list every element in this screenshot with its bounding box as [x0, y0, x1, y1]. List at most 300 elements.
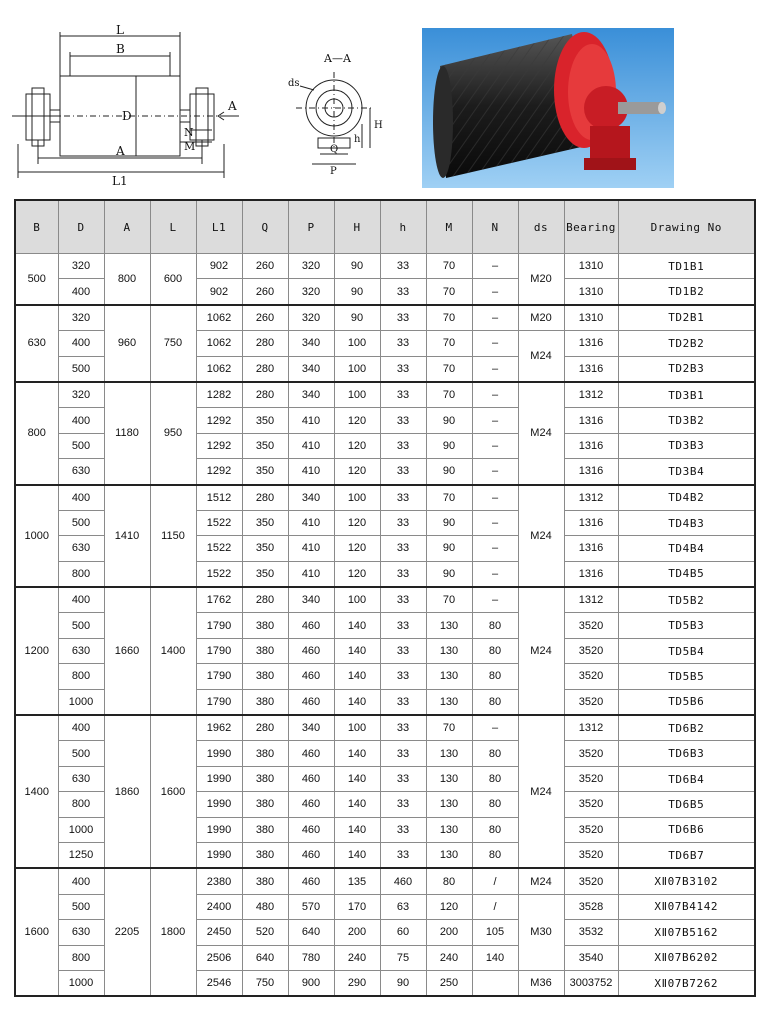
cell-A: 2205 — [104, 868, 150, 996]
pulley-dimension-drawing — [12, 24, 414, 186]
cell-value: 33 — [380, 842, 426, 868]
cell-drawing-no: TD3B2 — [618, 408, 755, 433]
cell-bearing: 3520 — [564, 842, 618, 868]
cell-bearing: 1316 — [564, 356, 618, 382]
cell-value: 60 — [380, 920, 426, 945]
cell-L: 1150 — [150, 485, 196, 588]
cell-value: 380 — [242, 792, 288, 817]
cell-B: 1000 — [15, 485, 58, 588]
cell-ds: M24 — [518, 868, 564, 894]
column-header: M — [426, 200, 472, 254]
cell-value: 33 — [380, 664, 426, 689]
cell-D: 800 — [58, 561, 104, 587]
column-header: h — [380, 200, 426, 254]
cell-value: 135 — [334, 868, 380, 894]
cell-value: 90 — [426, 510, 472, 535]
cell-value: 90 — [426, 433, 472, 458]
cell-value: 260 — [242, 279, 288, 305]
cell-value: 640 — [242, 945, 288, 970]
cell-B: 630 — [15, 305, 58, 382]
cell-bearing: 3528 — [564, 894, 618, 919]
cell-value: 1990 — [196, 817, 242, 842]
cell-drawing-no: TD6B5 — [618, 792, 755, 817]
cell-value: 780 — [288, 945, 334, 970]
table-row — [15, 715, 755, 741]
cell-value: 33 — [380, 510, 426, 535]
column-header: D — [58, 200, 104, 254]
cell-value: 33 — [380, 433, 426, 458]
table-row — [15, 382, 755, 408]
cell-D: 500 — [58, 741, 104, 766]
cell-value: 90 — [334, 279, 380, 305]
cell-value: – — [472, 305, 518, 331]
dim-label-M: M — [184, 140, 196, 153]
cell-value: 460 — [288, 741, 334, 766]
cell-value: 33 — [380, 741, 426, 766]
cell-drawing-no: TD6B6 — [618, 817, 755, 842]
cell-drawing-no: TD6B4 — [618, 766, 755, 791]
cell-value: 280 — [242, 587, 288, 613]
cell-value: 90 — [426, 408, 472, 433]
cell-value: 280 — [242, 356, 288, 382]
cell-value: 130 — [426, 817, 472, 842]
cell-bearing: 3520 — [564, 689, 618, 715]
cell-value: 1990 — [196, 792, 242, 817]
cell-bearing: 3003752 — [564, 970, 618, 996]
dim-label-N: N — [184, 126, 194, 139]
table-row — [15, 868, 755, 894]
cell-value: – — [472, 433, 518, 458]
cell-value: / — [472, 894, 518, 919]
cell-value: 320 — [288, 279, 334, 305]
cell-value: 350 — [242, 536, 288, 561]
cell-value: 380 — [242, 766, 288, 791]
cell-bearing: 1316 — [564, 408, 618, 433]
cell-value: 70 — [426, 331, 472, 356]
cell-value: 70 — [426, 305, 472, 331]
cell-bearing: 3520 — [564, 613, 618, 638]
cell-value: 1762 — [196, 587, 242, 613]
cell-value: 2400 — [196, 894, 242, 919]
cell-L: 600 — [150, 254, 196, 305]
cell-value: 260 — [242, 305, 288, 331]
cell-value: 350 — [242, 433, 288, 458]
cell-D: 400 — [58, 715, 104, 741]
cell-value: 140 — [472, 945, 518, 970]
cell-value: 140 — [334, 792, 380, 817]
cell-value: 570 — [288, 894, 334, 919]
cell-value: 460 — [288, 792, 334, 817]
cell-D: 630 — [58, 459, 104, 485]
cell-drawing-no: TD3B1 — [618, 382, 755, 408]
cell-value: 200 — [426, 920, 472, 945]
cell-value: – — [472, 459, 518, 485]
cell-drawing-no: XⅡ07B3102 — [618, 868, 755, 894]
cell-value: 33 — [380, 587, 426, 613]
cell-D: 800 — [58, 792, 104, 817]
column-header: Drawing No — [618, 200, 755, 254]
cell-value: 120 — [334, 433, 380, 458]
cell-value: 130 — [426, 766, 472, 791]
column-header: L — [150, 200, 196, 254]
dim-label-ds: ds — [288, 78, 300, 89]
cell-value: 80 — [472, 766, 518, 791]
cell-value: 520 — [242, 920, 288, 945]
cell-value: 1292 — [196, 408, 242, 433]
cell-drawing-no: TD4B3 — [618, 510, 755, 535]
cell-value: 350 — [242, 561, 288, 587]
cell-value: 80 — [472, 689, 518, 715]
cell-drawing-no: TD5B3 — [618, 613, 755, 638]
cell-value: 250 — [426, 970, 472, 996]
cell-value: 1790 — [196, 613, 242, 638]
cell-A: 1410 — [104, 485, 150, 588]
cell-value: 90 — [426, 459, 472, 485]
cell-bearing: 1310 — [564, 254, 618, 279]
arrow-label-A: A — [228, 99, 237, 113]
cell-value: – — [472, 561, 518, 587]
cell-drawing-no: TD4B2 — [618, 485, 755, 511]
cell-value: 280 — [242, 485, 288, 511]
cell-B: 800 — [15, 382, 58, 485]
column-header: H — [334, 200, 380, 254]
cell-value: 902 — [196, 279, 242, 305]
cell-drawing-no: TD5B5 — [618, 664, 755, 689]
cell-value: 140 — [334, 842, 380, 868]
cell-D: 500 — [58, 894, 104, 919]
cell-value: 100 — [334, 485, 380, 511]
cell-value: 350 — [242, 459, 288, 485]
cell-value: 380 — [242, 638, 288, 663]
cell-D: 1250 — [58, 842, 104, 868]
cell-value: 380 — [242, 868, 288, 894]
table-row — [15, 305, 755, 331]
pulley-spec-table-wrapper — [14, 199, 754, 997]
cell-bearing: 1316 — [564, 331, 618, 356]
cell-D: 500 — [58, 433, 104, 458]
cell-value: 33 — [380, 382, 426, 408]
cell-value: 460 — [288, 868, 334, 894]
cell-value: 90 — [426, 561, 472, 587]
cell-value: 120 — [334, 408, 380, 433]
cell-A: 1660 — [104, 587, 150, 715]
cell-value: 2546 — [196, 970, 242, 996]
cell-value: 340 — [288, 331, 334, 356]
cell-value: 130 — [426, 613, 472, 638]
cell-value: 80 — [426, 868, 472, 894]
cell-value: 410 — [288, 536, 334, 561]
cell-value: 750 — [242, 970, 288, 996]
dim-label-H: H — [374, 120, 383, 131]
cell-ds: M30 — [518, 894, 564, 970]
cell-D: 630 — [58, 920, 104, 945]
cell-value: 480 — [242, 894, 288, 919]
cell-value: 90 — [334, 305, 380, 331]
cell-drawing-no: TD6B7 — [618, 842, 755, 868]
cell-value: 70 — [426, 356, 472, 382]
cell-value: – — [472, 382, 518, 408]
cell-value: 70 — [426, 587, 472, 613]
cell-bearing: 3520 — [564, 817, 618, 842]
cell-value: 130 — [426, 741, 472, 766]
illustrations — [0, 0, 768, 195]
dim-label-h: h — [354, 134, 361, 145]
cell-value — [472, 970, 518, 996]
cell-value: 280 — [242, 382, 288, 408]
cell-value: – — [472, 510, 518, 535]
cell-bearing: 1316 — [564, 433, 618, 458]
cell-value: 33 — [380, 254, 426, 279]
cell-value: 33 — [380, 408, 426, 433]
cell-L: 1400 — [150, 587, 196, 715]
cell-value: – — [472, 408, 518, 433]
cell-value: 140 — [334, 741, 380, 766]
cell-value: 380 — [242, 741, 288, 766]
cell-value: 2506 — [196, 945, 242, 970]
cell-value: 70 — [426, 279, 472, 305]
cell-D: 500 — [58, 510, 104, 535]
cell-value: 70 — [426, 485, 472, 511]
cell-value: 33 — [380, 766, 426, 791]
cell-value: 320 — [288, 254, 334, 279]
cell-ds: M20 — [518, 305, 564, 331]
cell-value: 2380 — [196, 868, 242, 894]
cell-value: 70 — [426, 715, 472, 741]
cell-value: 130 — [426, 638, 472, 663]
cell-value: 33 — [380, 715, 426, 741]
cell-bearing: 1312 — [564, 382, 618, 408]
cell-D: 400 — [58, 868, 104, 894]
cell-value: 1062 — [196, 331, 242, 356]
cell-value: 260 — [242, 254, 288, 279]
cell-value: – — [472, 536, 518, 561]
column-header: A — [104, 200, 150, 254]
cell-value: 100 — [334, 356, 380, 382]
cell-value: 200 — [334, 920, 380, 945]
cell-value: 340 — [288, 485, 334, 511]
cell-D: 630 — [58, 536, 104, 561]
cell-value: 120 — [426, 894, 472, 919]
cell-D: 320 — [58, 254, 104, 279]
cell-value: 90 — [334, 254, 380, 279]
cell-value: 100 — [334, 331, 380, 356]
cell-A: 960 — [104, 305, 150, 382]
cell-value: 80 — [472, 613, 518, 638]
cell-bearing: 3520 — [564, 868, 618, 894]
cell-D: 400 — [58, 408, 104, 433]
cell-value: 460 — [288, 842, 334, 868]
cell-drawing-no: TD4B5 — [618, 561, 755, 587]
cell-A: 800 — [104, 254, 150, 305]
cell-value: 1292 — [196, 433, 242, 458]
cell-drawing-no: TD4B4 — [618, 536, 755, 561]
cell-value: 1990 — [196, 766, 242, 791]
cell-drawing-no: TD2B1 — [618, 305, 755, 331]
cell-ds: M24 — [518, 715, 564, 868]
dim-label-L1: L1 — [112, 174, 128, 186]
cell-value: 33 — [380, 817, 426, 842]
cell-value: 290 — [334, 970, 380, 996]
cell-value: 80 — [472, 664, 518, 689]
cell-ds: M24 — [518, 331, 564, 382]
cell-value: 130 — [426, 842, 472, 868]
cell-value: 340 — [288, 715, 334, 741]
cell-bearing: 1312 — [564, 587, 618, 613]
cell-value: 1062 — [196, 356, 242, 382]
cell-value: 80 — [472, 741, 518, 766]
cell-drawing-no: XⅡ07B6202 — [618, 945, 755, 970]
cell-value: – — [472, 356, 518, 382]
cell-drawing-no: XⅡ07B4142 — [618, 894, 755, 919]
cell-value: 410 — [288, 561, 334, 587]
cell-value: 33 — [380, 459, 426, 485]
cell-value: 1790 — [196, 664, 242, 689]
column-header: Bearing — [564, 200, 618, 254]
cell-D: 1000 — [58, 817, 104, 842]
column-header: L1 — [196, 200, 242, 254]
cell-D: 400 — [58, 279, 104, 305]
cell-value: 240 — [334, 945, 380, 970]
cell-value: 340 — [288, 356, 334, 382]
cell-bearing: 3540 — [564, 945, 618, 970]
cell-value: 2450 — [196, 920, 242, 945]
dim-label-L: L — [116, 24, 124, 37]
cell-value: 240 — [426, 945, 472, 970]
cell-ds: M20 — [518, 254, 564, 305]
cell-drawing-no: TD1B2 — [618, 279, 755, 305]
cell-value: 380 — [242, 664, 288, 689]
cell-drawing-no: TD5B4 — [618, 638, 755, 663]
cell-value: 1522 — [196, 536, 242, 561]
cell-value: 460 — [288, 638, 334, 663]
cell-D: 400 — [58, 331, 104, 356]
cell-value: 280 — [242, 715, 288, 741]
cell-B: 500 — [15, 254, 58, 305]
cell-B: 1600 — [15, 868, 58, 996]
cell-drawing-no: TD1B1 — [618, 254, 755, 279]
cell-value: 80 — [472, 638, 518, 663]
cell-value: 33 — [380, 536, 426, 561]
column-header: B — [15, 200, 58, 254]
cell-bearing: 1312 — [564, 485, 618, 511]
cell-value: 90 — [380, 970, 426, 996]
cell-value: 33 — [380, 792, 426, 817]
cell-D: 800 — [58, 664, 104, 689]
cell-value: 33 — [380, 485, 426, 511]
cell-value: 380 — [242, 817, 288, 842]
pulley-spec-table — [14, 199, 756, 997]
cell-value: 120 — [334, 459, 380, 485]
cell-bearing: 1316 — [564, 510, 618, 535]
cell-value: 140 — [334, 817, 380, 842]
cell-value: 33 — [380, 331, 426, 356]
cell-value: 170 — [334, 894, 380, 919]
cell-B: 1400 — [15, 715, 58, 868]
cell-value: 1062 — [196, 305, 242, 331]
cell-value: 460 — [380, 868, 426, 894]
cell-drawing-no: TD6B3 — [618, 741, 755, 766]
column-header: Q — [242, 200, 288, 254]
cell-drawing-no: TD5B2 — [618, 587, 755, 613]
cell-value: 410 — [288, 408, 334, 433]
cell-value: – — [472, 279, 518, 305]
cell-value: 1990 — [196, 741, 242, 766]
cell-L: 1800 — [150, 868, 196, 996]
cell-value: 100 — [334, 715, 380, 741]
cell-bearing: 3520 — [564, 664, 618, 689]
cell-value: 460 — [288, 817, 334, 842]
cell-value: 460 — [288, 613, 334, 638]
cell-ds: M36 — [518, 970, 564, 996]
cell-value: 120 — [334, 536, 380, 561]
cell-L: 950 — [150, 382, 196, 485]
cell-value: 80 — [472, 842, 518, 868]
cell-value: 410 — [288, 510, 334, 535]
cell-value: 33 — [380, 279, 426, 305]
cell-value: 380 — [242, 613, 288, 638]
cell-value: 75 — [380, 945, 426, 970]
dim-label-B: B — [116, 42, 125, 56]
cell-value: 120 — [334, 510, 380, 535]
cell-B: 1200 — [15, 587, 58, 715]
cell-drawing-no: XⅡ07B5162 — [618, 920, 755, 945]
cell-value: 1512 — [196, 485, 242, 511]
cell-value: 33 — [380, 356, 426, 382]
cell-value: 280 — [242, 331, 288, 356]
cell-value: 120 — [334, 561, 380, 587]
cell-ds: M24 — [518, 382, 564, 485]
cell-drawing-no: TD3B3 — [618, 433, 755, 458]
dim-label-Q: Q — [330, 144, 339, 155]
cell-value: 350 — [242, 408, 288, 433]
cell-bearing: 1316 — [564, 536, 618, 561]
cell-value: – — [472, 331, 518, 356]
cell-drawing-no: TD6B2 — [618, 715, 755, 741]
cell-ds: M24 — [518, 485, 564, 588]
cell-value: 33 — [380, 638, 426, 663]
cell-value: 1522 — [196, 510, 242, 535]
cell-value: 1990 — [196, 842, 242, 868]
cell-drawing-no: TD2B2 — [618, 331, 755, 356]
cell-D: 320 — [58, 305, 104, 331]
cell-D: 320 — [58, 382, 104, 408]
dim-label-P: P — [330, 166, 337, 177]
table-row — [15, 485, 755, 511]
cell-value: 1292 — [196, 459, 242, 485]
cell-bearing: 3520 — [564, 792, 618, 817]
cell-value: 460 — [288, 664, 334, 689]
cell-value: 140 — [334, 664, 380, 689]
cell-value: 100 — [334, 382, 380, 408]
cell-D: 500 — [58, 613, 104, 638]
cell-drawing-no: TD5B6 — [618, 689, 755, 715]
cell-value: 70 — [426, 254, 472, 279]
cell-value: 640 — [288, 920, 334, 945]
column-header: N — [472, 200, 518, 254]
dim-label-D: D — [122, 109, 132, 123]
cell-D: 1000 — [58, 689, 104, 715]
cell-L: 750 — [150, 305, 196, 382]
cell-value: 80 — [472, 792, 518, 817]
cell-bearing: 1310 — [564, 305, 618, 331]
cell-value: 902 — [196, 254, 242, 279]
cell-value: 140 — [334, 766, 380, 791]
cell-value: 1522 — [196, 561, 242, 587]
cell-value: 900 — [288, 970, 334, 996]
cell-bearing: 1310 — [564, 279, 618, 305]
cell-D: 630 — [58, 766, 104, 791]
cell-value: – — [472, 254, 518, 279]
